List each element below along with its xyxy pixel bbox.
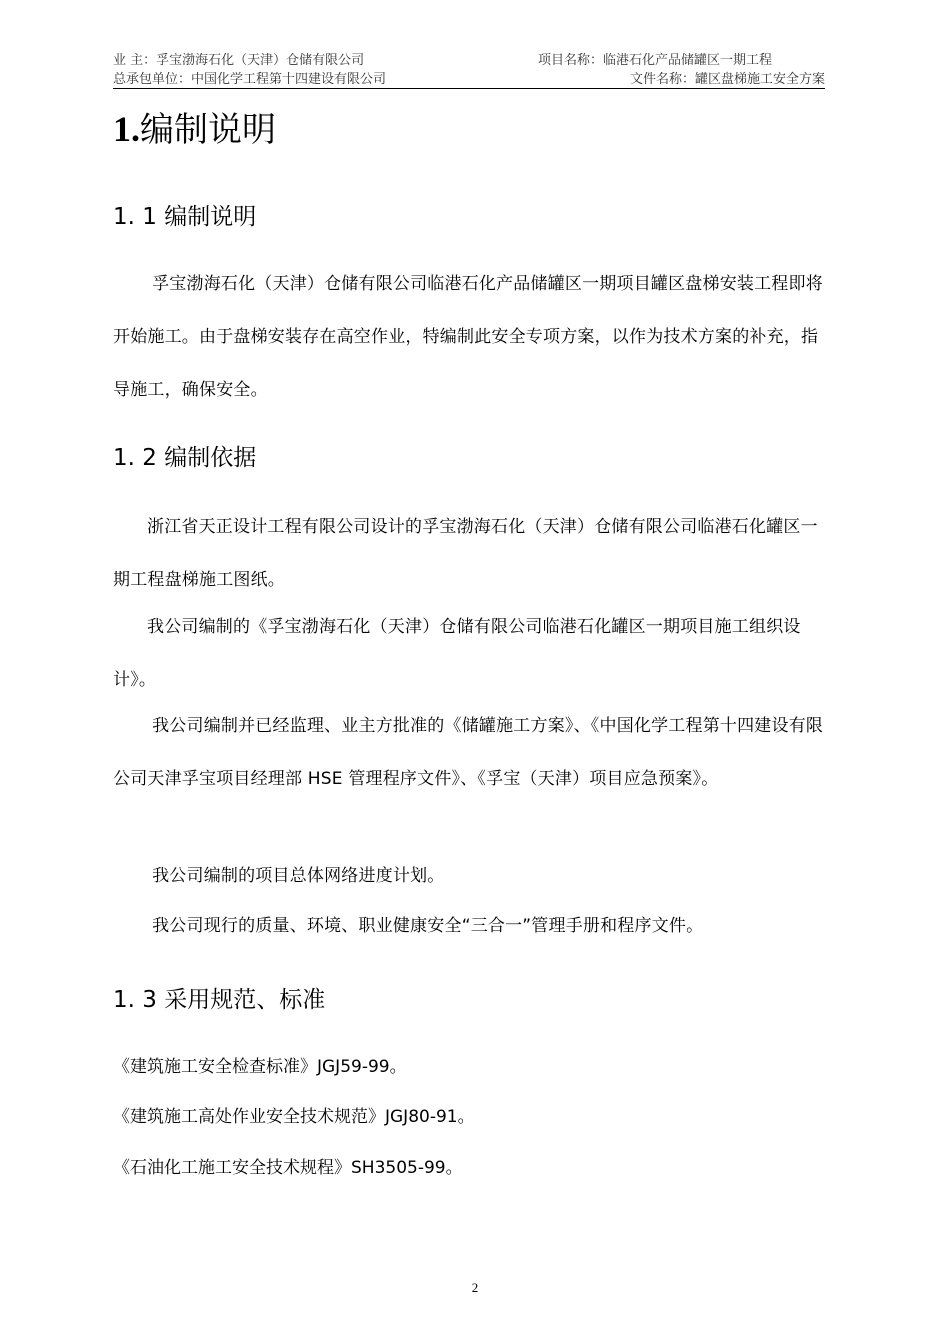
basis-paragraph-5: 我公司现行的质量、环境、职业健康安全“三合一”管理手册和程序文件。 xyxy=(152,916,704,936)
basis-paragraph-2: 我公司编制的《孚宝渤海石化（天津）仓储有限公司临港石化罐区一期项目施工组织设计》。 xyxy=(113,617,801,690)
basis-paragraph-4: 我公司编制的项目总体网络进度计划。 xyxy=(152,866,445,886)
section-1-2-heading: 1. 2 编制依据 xyxy=(113,445,257,471)
section-1-3-heading: 1. 3 采用规范、标准 xyxy=(113,987,326,1013)
section-1-heading xyxy=(113,104,276,154)
section-1-1-paragraph: 孚宝渤海石化（天津）仓储有限公司临港石化产品储罐区一期项目罐区盘梯安装工程即将开始施工。由于盘梯安装存在高空作业，特编制此安全专项方案，以作为技术方案的补充，指导施工，确保安全。 xyxy=(113,274,823,400)
section-1-title: 编制说明 xyxy=(140,110,276,150)
header-project: 项目名称：临港石化产品储罐区一期工程 xyxy=(538,53,773,68)
standard-item-2: 《建筑施工高处作业安全技术规范》JGJ80-91。 xyxy=(113,1107,475,1127)
page-header xyxy=(113,52,825,90)
standard-item-3: 《石油化工施工安全技术规程》SH3505-99。 xyxy=(113,1158,463,1178)
basis-paragraph-3: 我公司编制并已经监理、业主方批准的《储罐施工方案》、《中国化学工程第十四建设有限公司天津孚宝项目经理部 HSE 管理程序文件》、《孚宝（天津）项目应急预案》。 xyxy=(113,716,824,789)
header-row-2 xyxy=(113,71,825,89)
header-document: 文件名称：罐区盘梯施工安全方案 xyxy=(629,72,825,87)
section-1-1-heading: 1. 1 编制说明 xyxy=(113,204,257,230)
section-1-number: 1. xyxy=(113,109,140,149)
header-contractor: 总承包单位：中国化学工程第十四建设有限公司 xyxy=(113,72,387,87)
header-owner: 业 主：孚宝渤海石化（天津）仓储有限公司 xyxy=(113,53,365,68)
basis-paragraph-1: 浙江省天正设计工程有限公司设计的孚宝渤海石化（天津）仓储有限公司临港石化罐区一期工程盘梯施工图纸。 xyxy=(113,517,818,590)
standard-item-1: 《建筑施工安全检查标准》JGJ59-99。 xyxy=(113,1057,407,1077)
header-divider xyxy=(113,88,825,89)
header-row-1 xyxy=(113,52,825,70)
page-number: 2 xyxy=(471,1280,479,1295)
